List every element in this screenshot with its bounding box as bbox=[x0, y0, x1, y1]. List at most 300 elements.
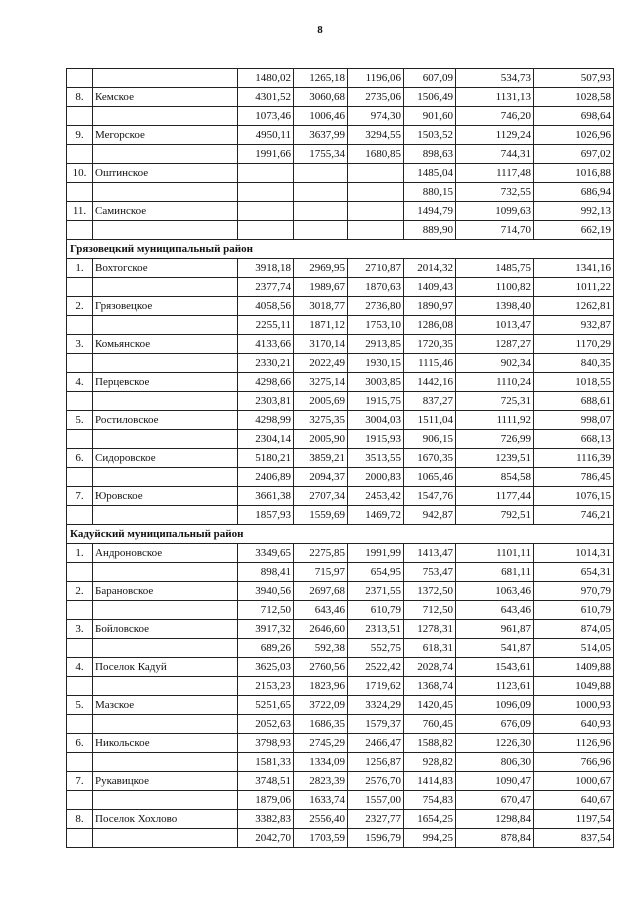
value-cell: 697,02 bbox=[534, 145, 614, 164]
value-cell: 725,31 bbox=[456, 392, 534, 411]
settlement-name: Кемское bbox=[93, 88, 238, 107]
value-cell: 3275,14 bbox=[294, 373, 348, 392]
settlement-name: Ростиловское bbox=[93, 411, 238, 430]
settlement-name: Вохтогское bbox=[93, 259, 238, 278]
value-cell: 610,79 bbox=[534, 601, 614, 620]
value-cell: 712,50 bbox=[238, 601, 294, 620]
value-cell: 3060,68 bbox=[294, 88, 348, 107]
tariff-table bbox=[66, 68, 614, 848]
value-cell: 2646,60 bbox=[294, 620, 348, 639]
value-cell: 1915,93 bbox=[348, 430, 404, 449]
value-cell: 2453,42 bbox=[348, 487, 404, 506]
settlement-name: Саминское bbox=[93, 202, 238, 221]
value-cell: 2005,90 bbox=[294, 430, 348, 449]
table-row bbox=[67, 468, 614, 487]
value-cell: 854,58 bbox=[456, 468, 534, 487]
value-cell: 3918,18 bbox=[238, 259, 294, 278]
value-cell: 2736,80 bbox=[348, 297, 404, 316]
table-row bbox=[67, 164, 614, 183]
value-cell: 1409,43 bbox=[404, 278, 456, 297]
value-cell: 654,31 bbox=[534, 563, 614, 582]
value-cell: 1256,87 bbox=[348, 753, 404, 772]
row-number bbox=[67, 601, 93, 620]
value-cell bbox=[238, 202, 294, 221]
value-cell: 670,47 bbox=[456, 791, 534, 810]
value-cell: 726,99 bbox=[456, 430, 534, 449]
section-title: Грязовецкий муниципальный район bbox=[67, 240, 614, 259]
settlement-name: Сидоровское bbox=[93, 449, 238, 468]
value-cell: 1469,72 bbox=[348, 506, 404, 525]
value-cell: 1013,47 bbox=[456, 316, 534, 335]
value-cell: 1018,55 bbox=[534, 373, 614, 392]
value-cell: 840,35 bbox=[534, 354, 614, 373]
settlement-name bbox=[93, 278, 238, 297]
value-cell bbox=[294, 221, 348, 240]
value-cell: 4298,66 bbox=[238, 373, 294, 392]
value-cell: 2823,39 bbox=[294, 772, 348, 791]
settlement-name: Рукавицкое bbox=[93, 772, 238, 791]
section-header-row bbox=[67, 525, 614, 544]
value-cell: 3294,55 bbox=[348, 126, 404, 145]
value-cell: 686,94 bbox=[534, 183, 614, 202]
value-cell: 2313,51 bbox=[348, 620, 404, 639]
table-row bbox=[67, 202, 614, 221]
value-cell: 1559,69 bbox=[294, 506, 348, 525]
value-cell bbox=[238, 221, 294, 240]
value-cell: 878,84 bbox=[456, 829, 534, 848]
row-number bbox=[67, 563, 93, 582]
value-cell: 698,64 bbox=[534, 107, 614, 126]
row-number: 2. bbox=[67, 297, 93, 316]
value-cell: 1341,16 bbox=[534, 259, 614, 278]
value-cell: 5180,21 bbox=[238, 449, 294, 468]
settlement-name bbox=[93, 677, 238, 696]
value-cell: 640,93 bbox=[534, 715, 614, 734]
value-cell bbox=[294, 164, 348, 183]
value-cell: 2275,85 bbox=[294, 544, 348, 563]
value-cell: 2330,21 bbox=[238, 354, 294, 373]
row-number bbox=[67, 221, 93, 240]
page-number: 8 bbox=[317, 24, 323, 36]
value-cell: 1930,15 bbox=[348, 354, 404, 373]
table-row bbox=[67, 563, 614, 582]
row-number: 6. bbox=[67, 449, 93, 468]
value-cell: 1099,63 bbox=[456, 202, 534, 221]
value-cell: 1890,97 bbox=[404, 297, 456, 316]
value-cell: 4298,99 bbox=[238, 411, 294, 430]
value-cell: 2014,32 bbox=[404, 259, 456, 278]
value-cell: 3170,14 bbox=[294, 335, 348, 354]
value-cell: 592,38 bbox=[294, 639, 348, 658]
value-cell: 1286,08 bbox=[404, 316, 456, 335]
row-number bbox=[67, 392, 93, 411]
table-row bbox=[67, 829, 614, 848]
table-row bbox=[67, 677, 614, 696]
value-cell: 2745,29 bbox=[294, 734, 348, 753]
row-number: 5. bbox=[67, 411, 93, 430]
value-cell: 1111,92 bbox=[456, 411, 534, 430]
row-number bbox=[67, 107, 93, 126]
value-cell: 970,79 bbox=[534, 582, 614, 601]
value-cell: 1633,74 bbox=[294, 791, 348, 810]
table-row bbox=[67, 392, 614, 411]
value-cell: 689,26 bbox=[238, 639, 294, 658]
table-row bbox=[67, 69, 614, 88]
row-number bbox=[67, 183, 93, 202]
value-cell: 932,87 bbox=[534, 316, 614, 335]
row-number: 5. bbox=[67, 696, 93, 715]
value-cell bbox=[238, 183, 294, 202]
value-cell: 1076,15 bbox=[534, 487, 614, 506]
section-header-row bbox=[67, 240, 614, 259]
value-cell: 1065,46 bbox=[404, 468, 456, 487]
value-cell: 1096,09 bbox=[456, 696, 534, 715]
value-cell: 837,54 bbox=[534, 829, 614, 848]
value-cell: 2556,40 bbox=[294, 810, 348, 829]
value-cell: 3940,56 bbox=[238, 582, 294, 601]
settlement-name bbox=[93, 145, 238, 164]
table-row bbox=[67, 582, 614, 601]
value-cell: 1409,88 bbox=[534, 658, 614, 677]
value-cell: 1547,76 bbox=[404, 487, 456, 506]
row-number: 10. bbox=[67, 164, 93, 183]
value-cell: 1262,81 bbox=[534, 297, 614, 316]
value-cell: 880,15 bbox=[404, 183, 456, 202]
table-row bbox=[67, 734, 614, 753]
value-cell: 1420,45 bbox=[404, 696, 456, 715]
value-cell: 2969,95 bbox=[294, 259, 348, 278]
table-row bbox=[67, 373, 614, 392]
value-cell: 1226,30 bbox=[456, 734, 534, 753]
row-number bbox=[67, 278, 93, 297]
value-cell: 3661,38 bbox=[238, 487, 294, 506]
row-number: 2. bbox=[67, 582, 93, 601]
value-cell: 2760,56 bbox=[294, 658, 348, 677]
settlement-name: Бойловское bbox=[93, 620, 238, 639]
value-cell: 1494,79 bbox=[404, 202, 456, 221]
value-cell: 1090,47 bbox=[456, 772, 534, 791]
settlement-name bbox=[93, 829, 238, 848]
value-cell: 1511,04 bbox=[404, 411, 456, 430]
value-cell: 961,87 bbox=[456, 620, 534, 639]
value-cell: 1101,11 bbox=[456, 544, 534, 563]
value-cell: 1557,00 bbox=[348, 791, 404, 810]
value-cell: 1823,96 bbox=[294, 677, 348, 696]
table-row bbox=[67, 601, 614, 620]
value-cell: 3004,03 bbox=[348, 411, 404, 430]
value-cell: 1115,46 bbox=[404, 354, 456, 373]
row-number: 7. bbox=[67, 772, 93, 791]
value-cell: 786,45 bbox=[534, 468, 614, 487]
table-row bbox=[67, 88, 614, 107]
row-number: 4. bbox=[67, 658, 93, 677]
value-cell: 1579,37 bbox=[348, 715, 404, 734]
value-cell: 1879,06 bbox=[238, 791, 294, 810]
value-cell: 1719,62 bbox=[348, 677, 404, 696]
value-cell: 837,27 bbox=[404, 392, 456, 411]
value-cell: 3748,51 bbox=[238, 772, 294, 791]
row-number: 11. bbox=[67, 202, 93, 221]
value-cell: 974,30 bbox=[348, 107, 404, 126]
value-cell: 643,46 bbox=[294, 601, 348, 620]
row-number: 4. bbox=[67, 373, 93, 392]
value-cell: 715,97 bbox=[294, 563, 348, 582]
value-cell: 1485,75 bbox=[456, 259, 534, 278]
value-cell: 898,41 bbox=[238, 563, 294, 582]
value-cell bbox=[294, 202, 348, 221]
value-cell: 792,51 bbox=[456, 506, 534, 525]
table-row bbox=[67, 354, 614, 373]
value-cell bbox=[348, 183, 404, 202]
settlement-name: Андроновское bbox=[93, 544, 238, 563]
value-cell: 2094,37 bbox=[294, 468, 348, 487]
value-cell bbox=[348, 164, 404, 183]
value-cell: 1049,88 bbox=[534, 677, 614, 696]
value-cell: 3275,35 bbox=[294, 411, 348, 430]
settlement-name: Поселок Кадуй bbox=[93, 658, 238, 677]
table-row bbox=[67, 658, 614, 677]
value-cell: 1720,35 bbox=[404, 335, 456, 354]
value-cell: 3018,77 bbox=[294, 297, 348, 316]
value-cell: 874,05 bbox=[534, 620, 614, 639]
table-row bbox=[67, 145, 614, 164]
value-cell: 1372,50 bbox=[404, 582, 456, 601]
value-cell: 4950,11 bbox=[238, 126, 294, 145]
row-number bbox=[67, 506, 93, 525]
value-cell: 2913,85 bbox=[348, 335, 404, 354]
row-number: 3. bbox=[67, 335, 93, 354]
row-number bbox=[67, 829, 93, 848]
value-cell: 1680,85 bbox=[348, 145, 404, 164]
value-cell: 906,15 bbox=[404, 430, 456, 449]
value-cell: 3003,85 bbox=[348, 373, 404, 392]
value-cell: 1026,96 bbox=[534, 126, 614, 145]
settlement-name: Барановское bbox=[93, 582, 238, 601]
settlement-name: Грязовецкое bbox=[93, 297, 238, 316]
settlement-name bbox=[93, 791, 238, 810]
value-cell: 1991,99 bbox=[348, 544, 404, 563]
value-cell: 754,83 bbox=[404, 791, 456, 810]
value-cell: 552,75 bbox=[348, 639, 404, 658]
value-cell: 1287,27 bbox=[456, 335, 534, 354]
row-number: 9. bbox=[67, 126, 93, 145]
value-cell: 2377,74 bbox=[238, 278, 294, 297]
value-cell: 2052,63 bbox=[238, 715, 294, 734]
value-cell: 1298,84 bbox=[456, 810, 534, 829]
row-number bbox=[67, 715, 93, 734]
settlement-name: Перцевское bbox=[93, 373, 238, 392]
value-cell: 1506,49 bbox=[404, 88, 456, 107]
value-cell: 4133,66 bbox=[238, 335, 294, 354]
value-cell: 732,55 bbox=[456, 183, 534, 202]
value-cell: 1000,93 bbox=[534, 696, 614, 715]
value-cell: 2735,06 bbox=[348, 88, 404, 107]
settlement-name bbox=[93, 69, 238, 88]
value-cell: 898,63 bbox=[404, 145, 456, 164]
settlement-name bbox=[93, 221, 238, 240]
value-cell: 1755,34 bbox=[294, 145, 348, 164]
table-row bbox=[67, 107, 614, 126]
value-cell: 2327,77 bbox=[348, 810, 404, 829]
value-cell: 2000,83 bbox=[348, 468, 404, 487]
value-cell: 2371,55 bbox=[348, 582, 404, 601]
value-cell: 4058,56 bbox=[238, 297, 294, 316]
table-row bbox=[67, 259, 614, 278]
value-cell: 2697,68 bbox=[294, 582, 348, 601]
row-number bbox=[67, 69, 93, 88]
value-cell bbox=[348, 202, 404, 221]
value-cell: 1368,74 bbox=[404, 677, 456, 696]
value-cell: 1110,24 bbox=[456, 373, 534, 392]
table-row bbox=[67, 316, 614, 335]
value-cell: 688,61 bbox=[534, 392, 614, 411]
table-row bbox=[67, 715, 614, 734]
value-cell: 662,19 bbox=[534, 221, 614, 240]
value-cell: 654,95 bbox=[348, 563, 404, 582]
row-number bbox=[67, 468, 93, 487]
value-cell: 1414,83 bbox=[404, 772, 456, 791]
value-cell: 3637,99 bbox=[294, 126, 348, 145]
table-row bbox=[67, 696, 614, 715]
row-number: 6. bbox=[67, 734, 93, 753]
value-cell: 2406,89 bbox=[238, 468, 294, 487]
value-cell: 1413,47 bbox=[404, 544, 456, 563]
value-cell: 2707,34 bbox=[294, 487, 348, 506]
row-number: 8. bbox=[67, 810, 93, 829]
value-cell: 1857,93 bbox=[238, 506, 294, 525]
value-cell: 3324,29 bbox=[348, 696, 404, 715]
settlement-name: Юровское bbox=[93, 487, 238, 506]
value-cell: 998,07 bbox=[534, 411, 614, 430]
value-cell: 992,13 bbox=[534, 202, 614, 221]
settlement-name: Мегорское bbox=[93, 126, 238, 145]
value-cell: 3859,21 bbox=[294, 449, 348, 468]
value-cell: 928,82 bbox=[404, 753, 456, 772]
settlement-name bbox=[93, 468, 238, 487]
settlement-name bbox=[93, 392, 238, 411]
value-cell: 1588,82 bbox=[404, 734, 456, 753]
table-row bbox=[67, 449, 614, 468]
value-cell: 5251,65 bbox=[238, 696, 294, 715]
value-cell: 2042,70 bbox=[238, 829, 294, 848]
value-cell: 610,79 bbox=[348, 601, 404, 620]
value-cell: 1028,58 bbox=[534, 88, 614, 107]
value-cell: 712,50 bbox=[404, 601, 456, 620]
value-cell: 806,30 bbox=[456, 753, 534, 772]
value-cell: 3625,03 bbox=[238, 658, 294, 677]
settlement-name: Поселок Хохлово bbox=[93, 810, 238, 829]
value-cell: 514,05 bbox=[534, 639, 614, 658]
value-cell: 1989,67 bbox=[294, 278, 348, 297]
value-cell: 1265,18 bbox=[294, 69, 348, 88]
value-cell: 1485,04 bbox=[404, 164, 456, 183]
value-cell: 1991,66 bbox=[238, 145, 294, 164]
row-number: 8. bbox=[67, 88, 93, 107]
table-row bbox=[67, 772, 614, 791]
value-cell: 607,09 bbox=[404, 69, 456, 88]
settlement-name: Мазское bbox=[93, 696, 238, 715]
value-cell: 1398,40 bbox=[456, 297, 534, 316]
value-cell: 1006,46 bbox=[294, 107, 348, 126]
settlement-name bbox=[93, 639, 238, 658]
value-cell: 1016,88 bbox=[534, 164, 614, 183]
settlement-name: Оштинское bbox=[93, 164, 238, 183]
value-cell: 1239,51 bbox=[456, 449, 534, 468]
value-cell: 1870,63 bbox=[348, 278, 404, 297]
section-title: Кадуйский муниципальный район bbox=[67, 525, 614, 544]
row-number: 3. bbox=[67, 620, 93, 639]
row-number bbox=[67, 791, 93, 810]
value-cell: 1000,67 bbox=[534, 772, 614, 791]
value-cell: 676,09 bbox=[456, 715, 534, 734]
value-cell: 1073,46 bbox=[238, 107, 294, 126]
settlement-name bbox=[93, 183, 238, 202]
value-cell: 3798,93 bbox=[238, 734, 294, 753]
value-cell: 668,13 bbox=[534, 430, 614, 449]
settlement-name bbox=[93, 354, 238, 373]
value-cell: 942,87 bbox=[404, 506, 456, 525]
table-row bbox=[67, 753, 614, 772]
value-cell: 1100,82 bbox=[456, 278, 534, 297]
value-cell: 681,11 bbox=[456, 563, 534, 582]
value-cell: 640,67 bbox=[534, 791, 614, 810]
value-cell: 3513,55 bbox=[348, 449, 404, 468]
settlement-name bbox=[93, 107, 238, 126]
value-cell: 3722,09 bbox=[294, 696, 348, 715]
settlement-name: Комьянское bbox=[93, 335, 238, 354]
row-number: 1. bbox=[67, 544, 93, 563]
value-cell: 541,87 bbox=[456, 639, 534, 658]
value-cell: 2304,14 bbox=[238, 430, 294, 449]
value-cell: 1278,31 bbox=[404, 620, 456, 639]
row-number: 7. bbox=[67, 487, 93, 506]
value-cell: 1871,12 bbox=[294, 316, 348, 335]
value-cell: 1480,02 bbox=[238, 69, 294, 88]
value-cell: 1503,52 bbox=[404, 126, 456, 145]
row-number: 1. bbox=[67, 259, 93, 278]
value-cell: 994,25 bbox=[404, 829, 456, 848]
value-cell: 746,20 bbox=[456, 107, 534, 126]
value-cell: 1063,46 bbox=[456, 582, 534, 601]
value-cell: 889,90 bbox=[404, 221, 456, 240]
table-row bbox=[67, 297, 614, 316]
value-cell: 1915,75 bbox=[348, 392, 404, 411]
value-cell: 2153,23 bbox=[238, 677, 294, 696]
value-cell: 2022,49 bbox=[294, 354, 348, 373]
value-cell: 760,45 bbox=[404, 715, 456, 734]
value-cell: 2255,11 bbox=[238, 316, 294, 335]
value-cell: 1442,16 bbox=[404, 373, 456, 392]
value-cell: 3917,32 bbox=[238, 620, 294, 639]
settlement-name bbox=[93, 563, 238, 582]
value-cell: 2710,87 bbox=[348, 259, 404, 278]
value-cell: 1196,06 bbox=[348, 69, 404, 88]
value-cell: 766,96 bbox=[534, 753, 614, 772]
table-row bbox=[67, 183, 614, 202]
value-cell bbox=[348, 221, 404, 240]
settlement-name bbox=[93, 430, 238, 449]
table-row bbox=[67, 411, 614, 430]
value-cell: 643,46 bbox=[456, 601, 534, 620]
table-row bbox=[67, 639, 614, 658]
value-cell: 1126,96 bbox=[534, 734, 614, 753]
value-cell: 1177,44 bbox=[456, 487, 534, 506]
value-cell: 1753,10 bbox=[348, 316, 404, 335]
value-cell: 4301,52 bbox=[238, 88, 294, 107]
value-cell bbox=[294, 183, 348, 202]
value-cell: 901,60 bbox=[404, 107, 456, 126]
value-cell: 714,70 bbox=[456, 221, 534, 240]
